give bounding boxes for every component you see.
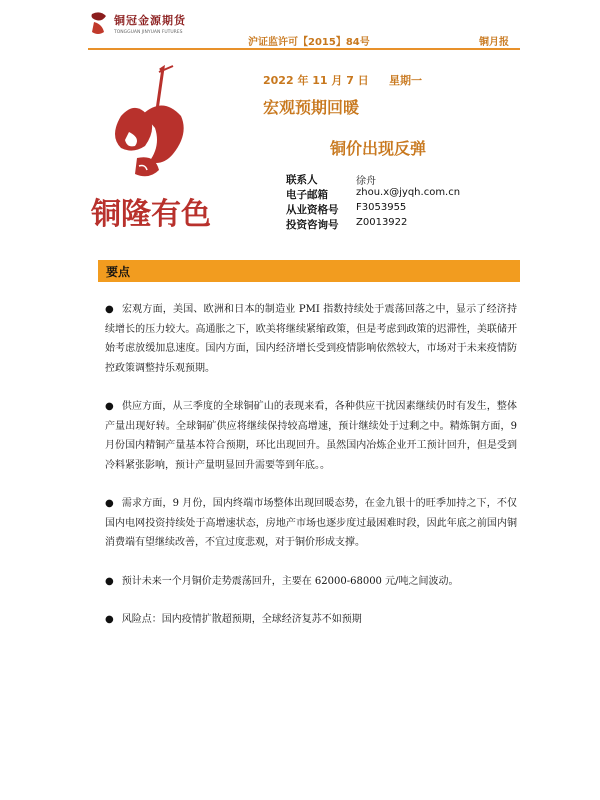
key-point-text: 需求方面，9 月份，国内终端市场整体出现回暖态势，在金九银十的旺季加持之下，不仅国内电网投资持续处于高增速状态，房地产市场也逐步度过最困难时段，因此年底之前国内铜消费端有望继续改善，不宜过度悲观，对于铜价形成支撑。 [105,498,517,548]
key-point-text: 风险点：国内疫情扩散超预期，全球经济复苏不如预期 [121,614,362,625]
key-point-forecast [105,572,517,592]
contact-label: 电子邮箱 [286,189,328,201]
contact-value: 徐舟 [356,176,376,187]
key-point-text: 宏观方面，美国、欧洲和日本的制造业 PMI 指数持续处于震荡回落之中，显示了经济持续增长的压力较大。高通胀之下，欧美将继续紧缩政策，但是考虑到政策的迟滞性，美联储开始考虑放缓加息速度。国内方面，国内经济增长受到疫情影响依然较大，市场对于未来疫情防控政策调整持乐观预期。 [105,304,517,374]
key-points-list [105,300,517,649]
key-point-demand [105,494,517,553]
bullet-icon: ● [105,614,114,625]
report-weekday: 星期一 [389,74,422,87]
contact-value: Z0013922 [356,217,408,228]
logo-mark-icon [88,10,110,40]
contact-label: 投资咨询号 [286,219,339,231]
report-date: 2022 年 11 月 7 日 [263,74,369,87]
contact-row-email [286,187,460,202]
key-point-macro [105,300,517,378]
contact-value: F3053955 [356,202,407,213]
key-point-text: 供应方面，从三季度的全球铜矿山的表现来看，各种供应干扰因素继续仍时有发生，整体产量出现好转。全球铜矿供应将继续保持较高增速，预计继续处于过剩之中。精炼铜方面，9 月份国内精铜产量基本符合预期，环比出现回升。虽然国内冶炼企业开工预计回升，但是受到冷料紧张影响，预计产量明显回升需要等到年底。。 [105,401,518,471]
logo-text-cn: 铜冠金源期货 [114,14,186,27]
section-title: 要点 [106,265,131,279]
report-type: 铜月报 [479,37,509,48]
company-logo [88,10,188,46]
contact-row-consulting [286,217,460,232]
logo-text-en: TONGGUAN JINYUAN FUTURES [114,30,183,35]
section-header [98,260,520,282]
report-title-line1: 宏观预期回暖 [263,98,360,117]
contact-row-qualification [286,202,460,217]
contact-label: 联系人 [286,174,318,186]
calligraphy-illustration [85,62,255,232]
key-point-supply [105,397,517,475]
report-title-line2: 铜价出现反弹 [330,139,427,158]
contact-row-name [286,172,460,187]
page-header [0,0,600,52]
key-point-risk [105,610,517,630]
contact-label: 从业资格号 [286,204,339,216]
header-divider [88,48,520,50]
bullet-icon: ● [105,304,114,315]
contact-info [286,172,460,232]
contact-email-link[interactable]: zhou.x@jyqh.com.cn [356,187,461,198]
bullet-icon: ● [105,498,114,509]
bullet-icon: ● [105,401,114,412]
key-point-text: 预计未来一个月铜价走势震荡回升，主要在 62000-68000 元/吨之间波动。 [121,575,459,587]
bullet-icon: ● [105,575,114,587]
calligraphy-text: 铜隆有色 [91,197,211,232]
license-number: 沪证监许可【2015】84号 [248,37,370,48]
